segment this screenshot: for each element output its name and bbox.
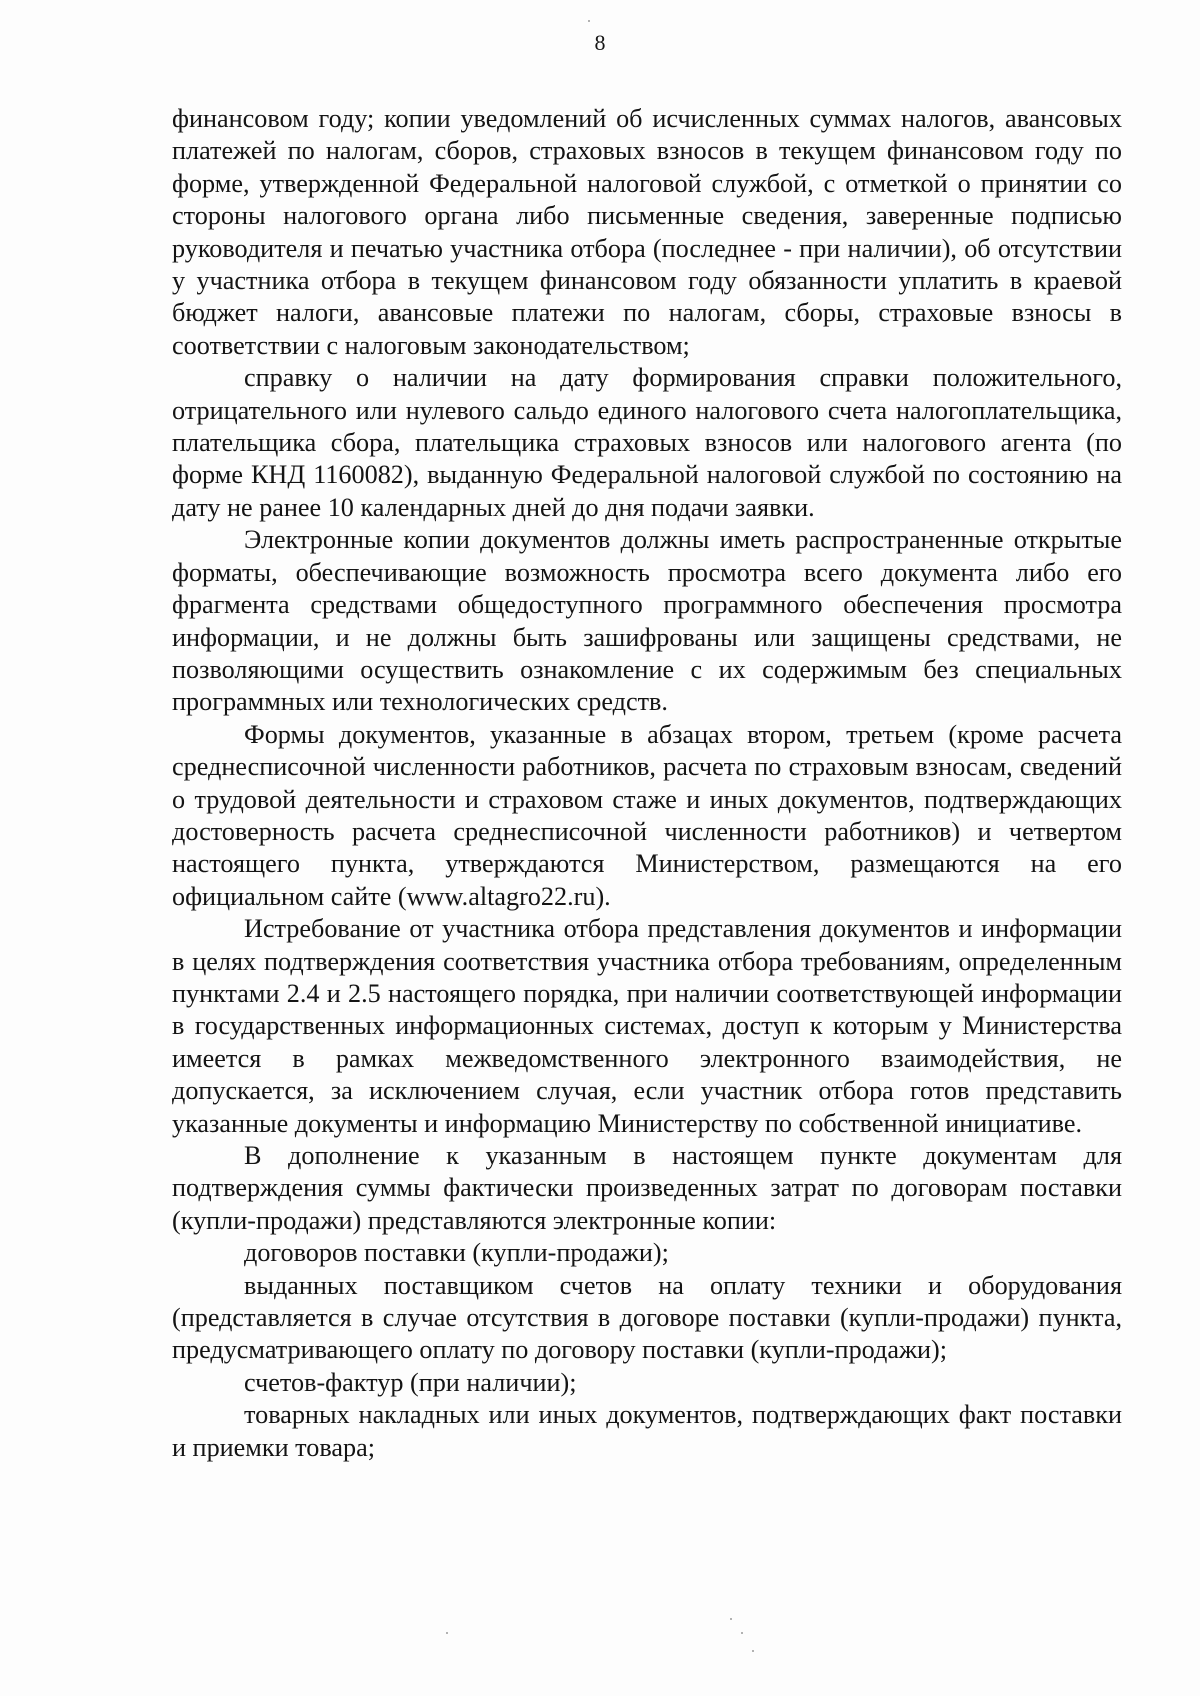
paragraph-electronic-copies-format: Электронные копии документов должны иметь распространенные открытые форматы, обеспечивающие возможность просмотра всего документа либо его фрагмента средствами общедоступного программного обеспечения просмотра информации, и не должны быть зашифрованы или защищены средствами, не позволяющими осуществить ознакомление с их содержимым без специальных программных или технологических средств. (172, 525, 1122, 717)
paragraph-continuation: финансовом году; копии уведомлений об исчисленных суммах налогов, авансовых платежей по налогам, сборов, страховых взносов в текущем финансовом году по форме, утвержденной Федеральной налоговой службой, с отметкой о принятии со стороны налогового органа либо письменные сведения, заверенные подписью руководителя и печатью участника отбора (последнее - при наличии), об отсутствии у участника отбора в текущем финансовом году обязанности уплатить в краевой бюджет налоги, авансовые платежи по налогам, сборы, страховые взносы в соответствии с налоговым законодательством; (172, 104, 1122, 360)
list-item-waybills: товарных накладных или иных документов, подтверждающих факт поставки и приемки товара; (172, 1400, 1122, 1462)
list-item-vat-invoices: счетов-фактур (при наличии); (244, 1367, 577, 1397)
paragraph-document-request: Истребование от участника отбора представления документов и информации в целях подтверждения соответствия участника отбора требованиям, определенным пунктами 2.4 и 2.5 настоящего порядка, при наличии соответствующей информации в государственных информационных системах, доступ к которым у Министерства имеется в рамках межведомственного электронного взаимодействия, не допускается, за исключением случая, если участник отбора готов представить указанные документы и информацию Министерству по собственной инициативе. (172, 914, 1122, 1138)
paragraph-document-forms: Формы документов, указанные в абзацах втором, третьем (кроме расчета среднесписочной численности работников, расчета по страховым взносам, сведений о трудовой деятельности и страховом стаже и иных документов, подтверждающих достоверность расчета среднесписочной численности работников) и четвертом настоящего пункта, утверждаются Министерством, размещаются на его официальном сайте (www.altagro22.ru). (172, 719, 1122, 911)
scan-speck (741, 1632, 743, 1634)
list-item-supply-contracts: договоров поставки (купли-продажи); (244, 1238, 669, 1268)
document-body (172, 103, 1122, 1464)
scan-speck (446, 1632, 448, 1634)
list-item-supplier-invoices: выданных поставщиком счетов на оплату техники и оборудования (представляется в случае отсутствия в договоре поставки (купли-продажи) пункта, предусматривающего оплату по договору поставки (купли-продажи); (172, 1270, 1122, 1365)
page-number: 8 (594, 30, 606, 55)
scan-speck (730, 1618, 732, 1620)
paragraph-tax-balance-certificate: справку о наличии на дату формирования справки положительного, отрицательного или нулевого сальдо единого налогового счета налогоплательщика, плательщика сбора, плательщика страховых взносов или налогового агента (по форме КНД 1160082), выданную Федеральной налоговой службой по состоянию на дату не ранее 10 календарных дней до дня подачи заявки. (172, 363, 1122, 522)
paragraph-additional-copies: В дополнение к указанным в настоящем пункте документам для подтверждения суммы фактически произведенных затрат по договорам поставки (купли-продажи) представляются электронные копии: (172, 1141, 1122, 1235)
scan-speck (588, 20, 590, 22)
scan-speck (752, 1650, 754, 1652)
